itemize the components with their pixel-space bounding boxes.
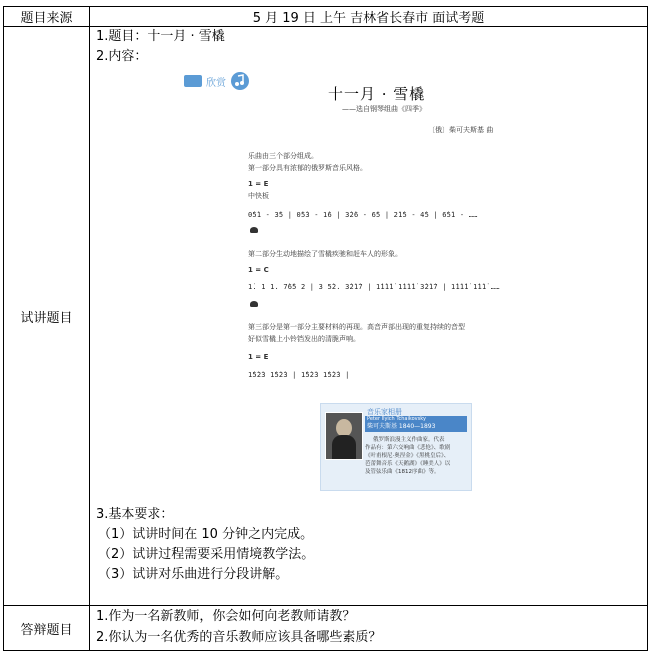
song-title: 十一月 · 雪橇 [328,85,426,103]
key-signature-1: 1 = E [248,180,269,188]
appreciation-badge [184,73,250,89]
key-signature-2: 1 = C [248,266,269,274]
card-text [365,436,469,476]
trial-label: 试讲题目 [4,27,90,606]
intro-line-2: 第一部分具有浓郁的俄罗斯音乐风格。 [248,164,367,172]
music-material [170,67,560,505]
breath-mark-icon [250,227,258,233]
card-text-line: 及管弦乐曲《1812序曲》等。 [365,469,440,475]
card-text-line: 芭蕾舞音乐《天鹅湖》《睡美人》以 [365,461,451,467]
composer: 〔俄〕柴可夫斯基 曲 [428,126,494,134]
composer-portrait [325,412,363,460]
intro-line-1: 乐曲由三个部分组成。 [248,152,318,160]
card-title: 音乐家相册 [367,408,402,416]
requirement-item: （2）试讲过程需要采用情境教学法。 [98,547,315,562]
defense-label: 答辩题目 [4,606,90,651]
header-source-value: 5 月 19 日 上午 吉林省长春市 面试考题 [90,7,648,27]
requirement-item: （3）试讲对乐曲进行分段讲解。 [98,567,289,582]
card-text-line: 俄罗斯浪漫主义作曲家。代表 [373,437,445,443]
exam-table [3,6,648,651]
notation-line-3: 1̇5̇2̇3 1̇5̇2̇3 | 1̇5̇2̇3 1̇5̇2̇3 | [248,371,350,379]
defense-row [4,606,648,651]
defense-question: 2.你认为一名优秀的音乐教师应该具备哪些素质？ [96,630,382,645]
card-text-line: 作品有：第六交响曲《悲怆》、歌剧 [365,445,451,451]
breath-mark-icon [250,301,258,307]
requirement-item: （1）试讲时间在 10 分钟之内完成。 [98,527,314,542]
part-3-text-2: 好似雪橇上小铃铛发出的清脆声响。 [248,335,360,343]
song-subtitle: ——选自钢琴组曲《四季》 [342,105,426,113]
trial-content [90,27,648,606]
tempo-1: 中快板 [248,192,269,200]
defense-content [90,606,648,651]
trial-title: 1.题目：十一月 · 雪橇 [96,29,225,44]
card-text-line: 《叶甫根尼·奥涅金》《黑桃皇后》、 [365,453,450,459]
music-note-icon [230,71,250,91]
header-row [4,7,648,27]
requirements-label: 3.基本要求： [96,507,174,522]
notation-line-1: 0̇5̇1 - 3̇5 | 0̇5̇3 - 1̇6 | 3̇2̇6 - 6̇5 | 2̇1̇5 - 4̇5 | 6̇5̇1 - …… [248,211,478,219]
trial-row [4,27,648,606]
header-source-label: 题目来源 [4,7,90,27]
part-2-text: 第二部分生动地描绘了雪橇疾驰和赶车人的形象。 [248,250,402,258]
badge-label: 欣赏 [206,77,226,89]
content-label: 2.内容： [96,49,148,64]
part-3-text-1: 第三部分是第一部分主要材料的再现。高音声部出现的重复持续的音型 [248,323,465,331]
card-name-en: Peter Ilyich Tchaikovsky [367,416,426,422]
card-name-band [365,416,467,432]
card-name-cn: 柴可夫斯基 1840—1893 [367,423,436,430]
key-signature-3: 1 = E [248,353,269,361]
musician-card [320,403,472,491]
notation-line-2: 1̇. 1 1. 7̇6̇5 2 | 3 5̇2. 3̇2̇1̇7 | 1̇1̇1̇1̇ 1̇1̇1̇1̇ 3̇2̇1̇7 | 1̇1̇1̇1̇ 1̇1̇1̇ …… [248,283,500,291]
defense-question: 1.作为一名新教师，你会如何向老教师请教？ [96,609,356,624]
